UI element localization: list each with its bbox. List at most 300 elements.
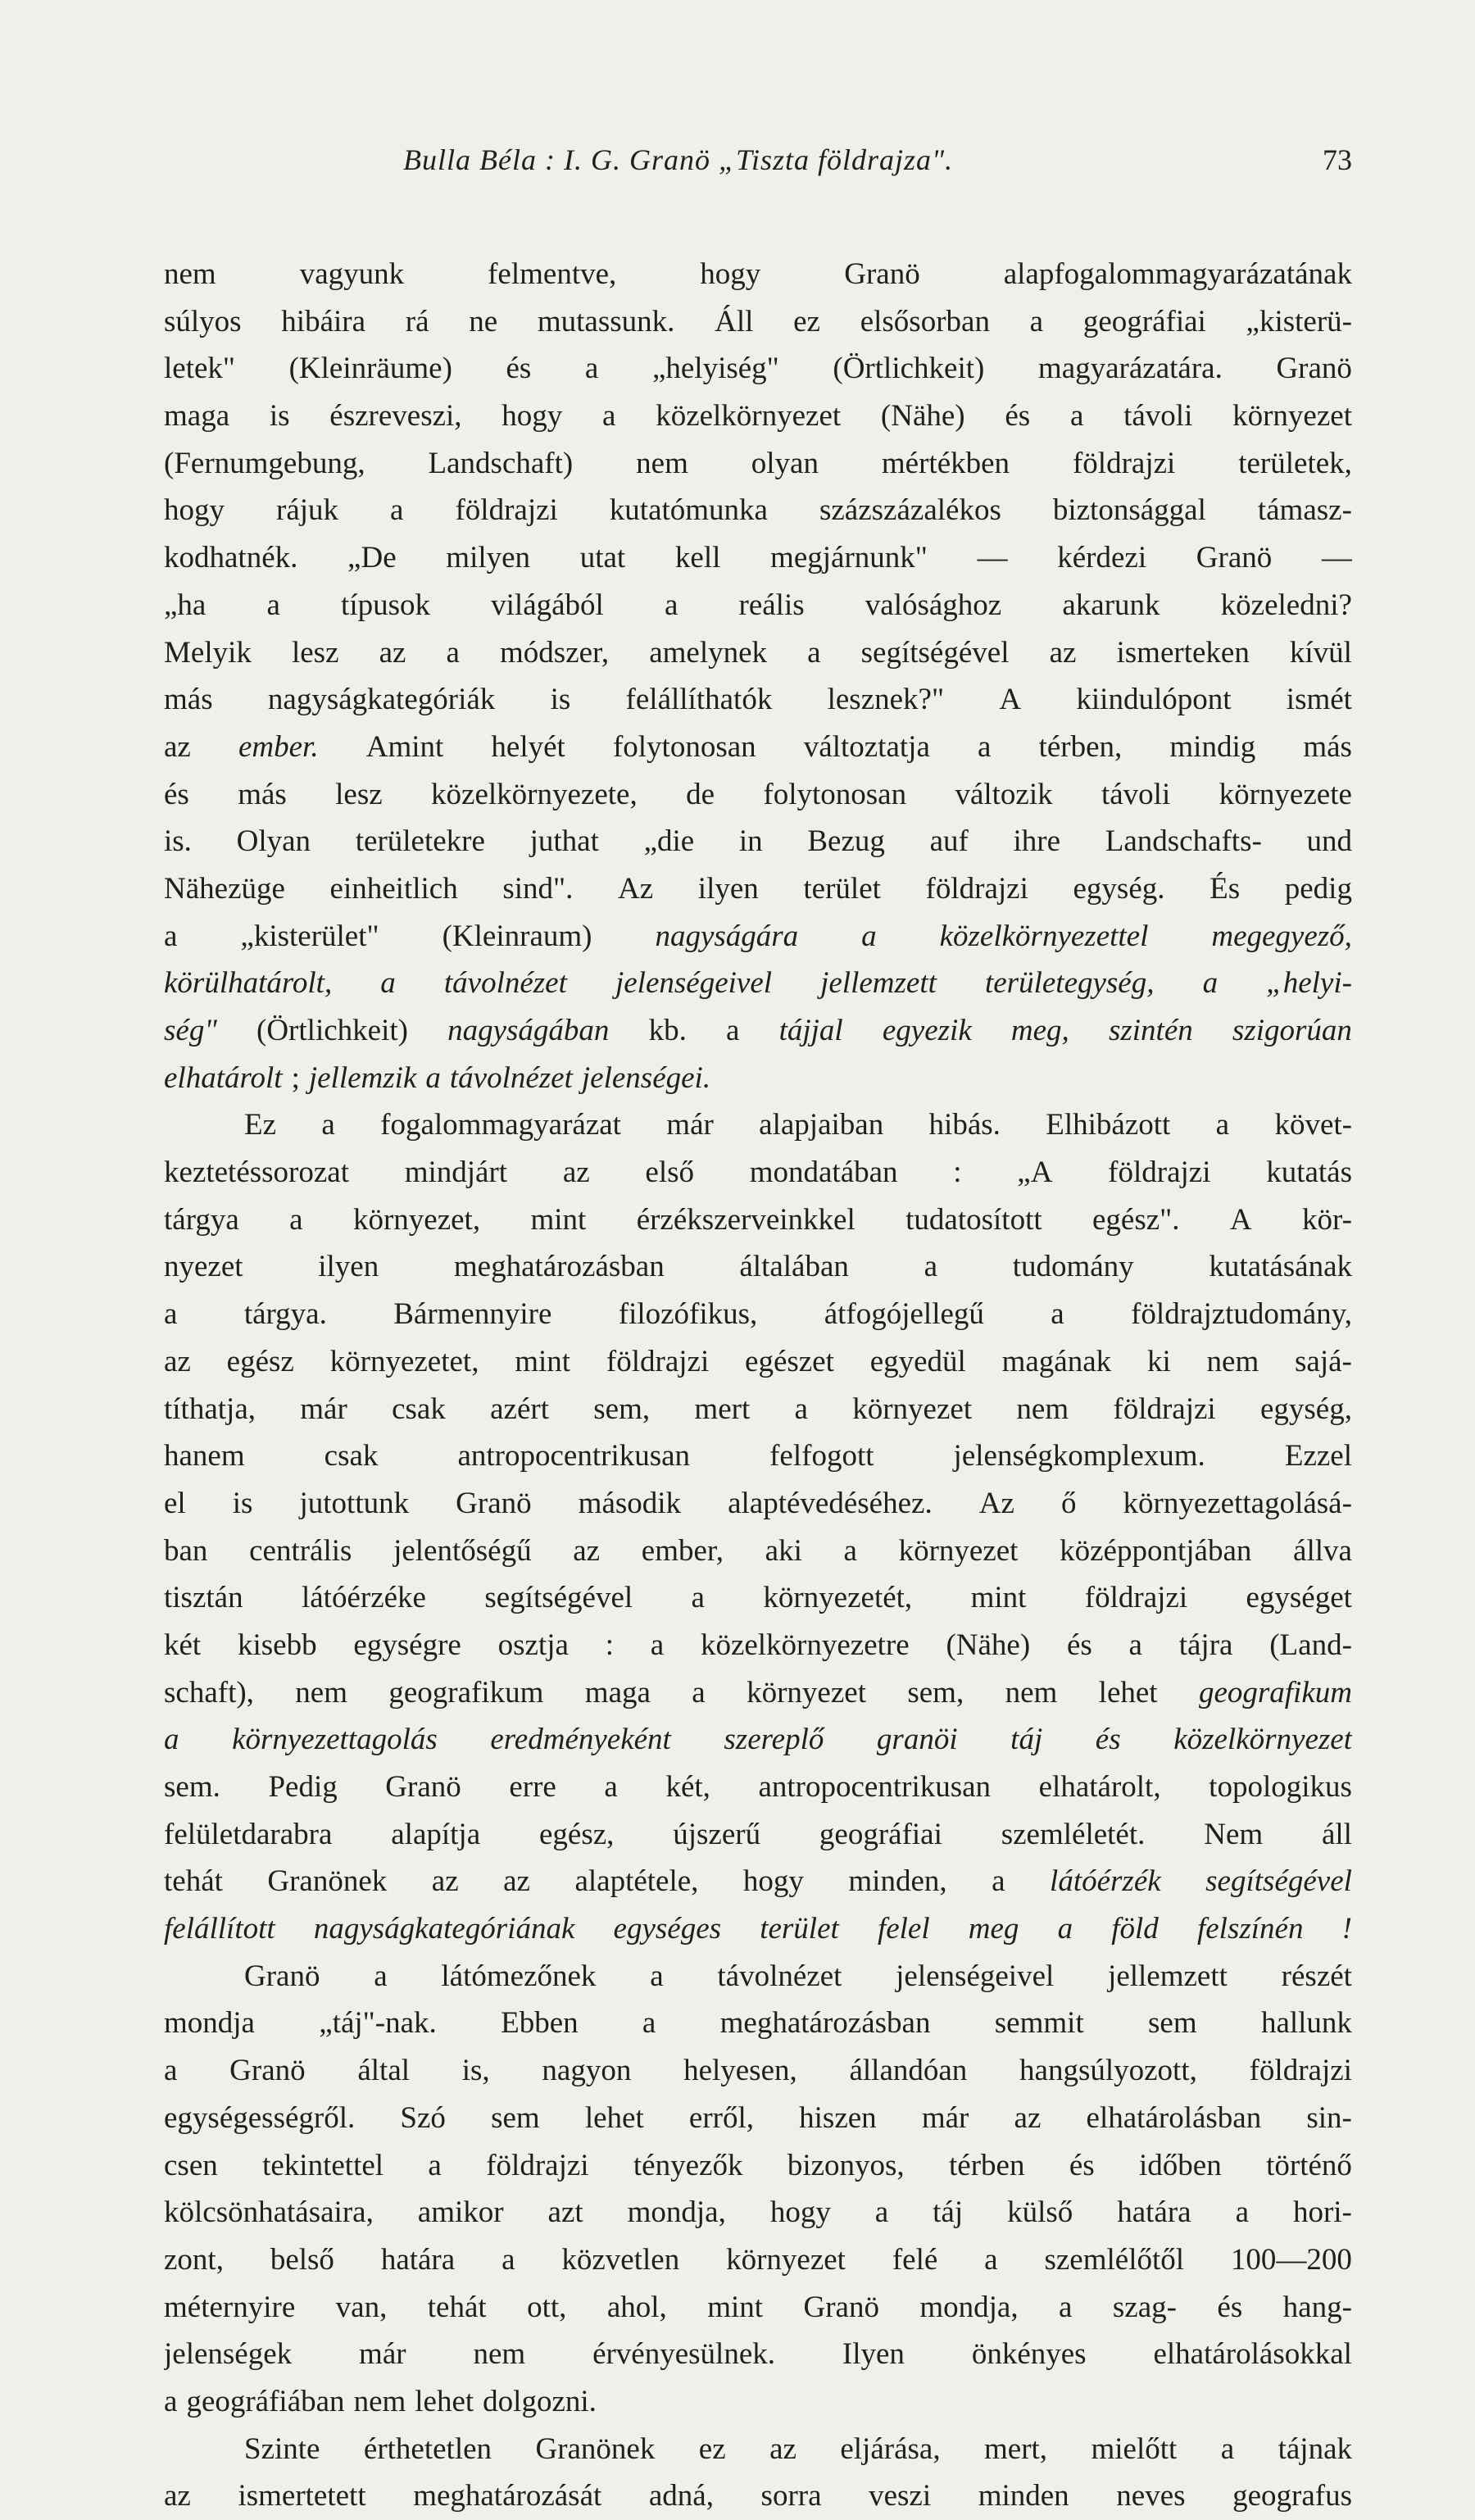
word: „die [643,824,695,859]
text-line [164,1574,1352,1622]
word: Granö [803,2290,879,2324]
word: bizonyos, [787,2148,905,2182]
word: földrajzi [606,1344,710,1378]
word: kívül [1289,635,1352,670]
word: két, [665,1770,710,1804]
word: csak [392,1392,446,1426]
text-line [164,345,1352,393]
italic-word: körülhatárolt, [164,966,333,1001]
word: más [1303,729,1352,764]
word: távoli [1123,399,1193,434]
word: meghatározását [413,2479,602,2513]
word: a [164,2384,178,2418]
word: alaptétele, [574,1864,699,1899]
text-line [164,865,1352,913]
word: távolnézet [717,1959,842,1993]
text-line [164,1528,1352,1575]
italic-word: szereplő [724,1723,824,1757]
word: rá [405,304,429,338]
word: kör- [1302,1202,1352,1237]
italic-word: ség" [164,1014,217,1047]
text-line [164,1055,1352,1102]
word: Ilyen [842,2337,905,2372]
text-line [164,487,1352,534]
word: a [1029,304,1044,338]
word: a [502,2242,515,2277]
word: einheitlich [329,871,458,906]
word: állandóan [849,2054,968,2088]
word: „kisterület" [240,919,379,953]
word: (Fernumgebung, [164,446,365,480]
text-line [164,1433,1352,1480]
word: elhatárolásban [1086,2100,1262,2135]
word: mielőtt [1091,2431,1178,2466]
text-line [164,1291,1352,1338]
word: jellemzett [1108,1959,1228,1993]
page-number: 73 [1323,143,1352,176]
italic-word: tájjal [778,1014,843,1047]
word: mondja [164,2006,255,2041]
word: környezet, [352,1202,481,1237]
word: a [446,635,460,670]
text-line [164,1101,1352,1149]
word: A [1229,1202,1252,1237]
word: módszer, [500,635,610,670]
word: súlyos [164,304,242,338]
word: változtatja [803,729,930,764]
word: már [921,2100,969,2135]
word: tekintettel [262,2148,384,2182]
word: távoli [1101,777,1171,811]
word: fogalommagyarázat [380,1108,621,1142]
word: földrajzi [455,493,558,528]
italic-word: ember. [238,729,319,764]
word: és [1066,1628,1092,1662]
word: tárgya [164,1202,239,1237]
word: — [977,541,1008,575]
word: második [578,1486,682,1520]
text-line [164,251,1352,298]
text-line [164,913,1352,960]
word: a [794,1392,808,1426]
word: más [164,683,213,717]
word: tájra [1178,1628,1233,1662]
text-line [164,2000,1352,2047]
text-line [164,1338,1352,1386]
word: időben [1139,2148,1222,2182]
italic-word: a [425,1060,441,1095]
text-line [164,2047,1352,2095]
word: is [550,683,571,717]
text-line [164,2331,1352,2378]
text-line [164,2142,1352,2190]
word: sind". [502,871,574,906]
word: jutottunk [299,1486,410,1520]
word: ; [291,1060,300,1095]
word: két [164,1628,202,1662]
word: a [374,1959,388,1993]
text-line [164,1622,1352,1669]
word: elhatárolt, [1038,1770,1161,1804]
word: hang- [1282,2290,1352,2324]
word: térben, [1038,729,1123,764]
word: közvetlen [561,2242,680,2277]
italic-word: a [1057,1912,1073,1946]
word: : [953,1156,962,1190]
word: nagyságkategóriák [267,683,496,717]
word: megjárnunk" [770,541,928,575]
italic-word: elhatárolt [164,1060,283,1095]
word: jelenségeivel [896,1959,1055,1993]
word: sajá- [1295,1344,1352,1378]
word: mondatában [749,1156,898,1190]
word: minden, [848,1864,947,1899]
italic-word: egyezik [882,1014,972,1047]
word: nagyon [542,2054,632,2088]
word: Szinte [244,2431,320,2466]
word: is [232,1486,253,1520]
word: környezete [1219,777,1352,811]
word: lesznek?" [827,683,945,717]
word: környezetét, [763,1581,913,1615]
word: által [357,2054,411,2088]
word: ban [164,1533,208,1568]
word: egészet [745,1344,834,1378]
word: alapjaiban [759,1108,884,1142]
word: a [807,635,821,670]
word: külső [1007,2195,1073,2230]
word: kiindulópont [1076,683,1232,717]
word: támasz- [1257,493,1352,528]
text-line [164,2472,1352,2520]
word: sem [491,2100,540,2135]
italic-word: szintén [1108,1014,1193,1047]
word: a [650,1959,664,1993]
italic-word: jellemzett [820,966,937,1001]
word: adná, [648,2479,714,2513]
word: pedig [1284,871,1352,906]
text-line [164,393,1352,440]
word: közelkörnyezet [656,399,842,434]
word: hogy [700,257,761,291]
word: segítségével [860,635,1010,670]
text-line [164,1196,1352,1244]
word: geográfiai [819,1817,942,1851]
word: filozófikus, [618,1297,758,1332]
word: típusok [341,588,431,622]
word: hanem [164,1439,245,1473]
word: a [164,919,178,953]
body-text [164,251,1352,2520]
word: részét [1281,1959,1352,1993]
word: geográfiában [186,2384,345,2418]
word: A [999,683,1022,717]
word: van, [335,2290,388,2324]
word: földrajzi [925,871,1028,906]
word: hiszen [799,2100,877,2135]
word: az [769,2431,796,2466]
word: földrajzi [1108,1156,1211,1190]
word: egész [226,1344,294,1378]
word: hibás. [928,1108,1001,1142]
word: a [428,2148,442,2182]
word: hogy [769,2195,831,2230]
word: felületdarabra [164,1817,333,1851]
word: tájnak [1278,2431,1352,2466]
italic-word: a [380,966,396,1001]
word: egységet [1246,1581,1352,1615]
word: aki [765,1533,802,1568]
word: auf [929,824,969,859]
text-line [164,440,1352,488]
word: első [645,1156,694,1190]
word: és [1069,2148,1095,2182]
word: lesz [291,635,339,670]
word: hogy [742,1864,804,1899]
word: határa [380,2242,456,2277]
word: Bezug [807,824,885,859]
word: a [289,1202,303,1237]
word: ki [1146,1344,1171,1378]
word: „helyiség" [651,352,779,386]
word: Granönek [535,2431,656,2466]
word: a [1059,2290,1073,2324]
word: ilyen [697,871,759,906]
word: követ- [1274,1108,1352,1142]
word: a [664,588,678,622]
word: földrajzi [1113,1392,1216,1426]
word: osztja [497,1628,569,1662]
word: mindig [1169,729,1256,764]
word: sem. [164,1770,220,1804]
text-line [164,2095,1352,2142]
word: önkényes [971,2337,1087,2372]
word: alapítja [391,1817,481,1851]
word: „kisterü- [1246,304,1352,338]
word: a [984,2242,998,2277]
word: mondja, [627,2195,726,2230]
word: környezetet, [329,1344,479,1378]
word: felmentve, [488,257,617,291]
word: lehet [584,2100,644,2135]
word: környezet [852,1392,973,1426]
word: térben [949,2148,1025,2182]
text-line [164,1905,1352,1953]
italic-word: granöi [876,1723,958,1757]
word: környezet [1232,399,1352,434]
word: a [992,1864,1005,1899]
italic-word: táj [1010,1723,1043,1757]
word: Ebben [501,2006,579,2041]
word: már [666,1108,714,1142]
word: ott, [527,2290,567,2324]
word: geografus [1232,2479,1352,2513]
italic-word: a [164,1723,179,1757]
word: Ez [244,1108,277,1142]
word: reális [738,588,805,622]
word: százszázalékos [819,493,1001,528]
word: ez [698,2431,726,2466]
word: kölcsönhatásaira, [164,2195,374,2230]
text-line [164,1007,1352,1055]
word: Nähezüge [164,871,285,906]
word: egyedül [869,1344,966,1378]
word: közeledni? [1220,588,1352,622]
word: a [650,1628,665,1662]
word: (Örtlichkeit) [833,352,985,386]
word: biztonsággal [1052,493,1206,528]
word: és [1217,2290,1243,2324]
word: dolgozni. [483,2384,597,2418]
italic-word: segítségével [1205,1864,1352,1899]
word: sin- [1306,2100,1352,2135]
word: kb. [648,1014,687,1047]
word: is, [461,2054,490,2088]
text-line [164,2236,1352,2284]
word: Bármennyire [393,1297,552,1332]
word: és [1005,399,1031,434]
word: nyezet [164,1250,243,1284]
word: el [164,1486,186,1520]
word: ihre [1013,824,1061,859]
word: valósághoz [865,588,1002,622]
word: antropocentrikusan [457,1439,691,1473]
word: akarunk [1062,588,1160,622]
word: Nem [1204,1817,1264,1851]
word: az [164,1344,191,1378]
text-line [164,1716,1352,1764]
italic-word: eredményeként [490,1723,671,1757]
word: Granönek [267,1864,388,1899]
word: méternyire [164,2290,296,2324]
italic-word: és [1095,1723,1121,1757]
word: semmit [994,2006,1084,2041]
word: földrajzi [486,2148,589,2182]
word: sem, [593,1392,651,1426]
word: belső [270,2242,334,2277]
text-line [164,1858,1352,1905]
word: nem [295,1675,347,1710]
word: folytonosan [763,777,907,811]
text-line [164,1480,1352,1528]
word: alapfogalommagyarázatának [1003,257,1352,291]
word: jelenségkomplexum. [953,1439,1205,1473]
word: topologikus [1209,1770,1352,1804]
word: Landschaft) [428,446,574,480]
italic-word: látóérzék [1050,1864,1161,1899]
word: rájuk [276,493,339,528]
word: hangsúlyozott, [1019,2054,1197,2088]
text-line [164,724,1352,771]
word: erre [509,1770,556,1804]
word: folytonosan [612,729,756,764]
word: Elhibázott [1046,1108,1171,1142]
word: a [1220,2431,1235,2466]
word: a [843,1533,857,1568]
italic-word: távolnézet [443,966,567,1001]
word: az [164,2479,191,2513]
word: nem [473,2337,526,2372]
word: ember, [641,1533,724,1568]
word: Granö [456,1486,532,1520]
word: lehet [415,2384,474,2418]
word: Granö [385,1770,461,1804]
word: keztetéssorozat [164,1156,349,1190]
word: mint [515,1344,571,1378]
word: amikor [417,2195,504,2230]
text-line [164,1953,1352,2000]
italic-word: a [1202,966,1219,1001]
word: ilyen [318,1250,379,1284]
word: mert, [984,2431,1048,2466]
word: sem [1148,2006,1197,2041]
word: felfogott [769,1439,874,1473]
word: Landschafts- [1105,824,1262,859]
word: a [726,1014,740,1047]
word: a [584,352,599,386]
word: felállíthatók [625,683,773,717]
italic-word: meg, [1010,1014,1069,1047]
word: a [1051,1297,1064,1332]
word: újszerű [673,1817,761,1851]
word: (Örtlichkeit) [256,1014,408,1047]
text-line [164,1386,1352,1433]
word: mutassunk. [537,304,675,338]
word: felé [892,2242,938,2277]
italic-word: nagyságkategóriának [313,1912,575,1946]
word: sorra [760,2479,822,2513]
word: tehát [164,1864,223,1899]
word: jelentőségű [393,1533,532,1568]
word: már [300,1392,347,1426]
word: átfogójellegű [824,1297,984,1332]
word: egység. [1073,871,1165,906]
word: a [164,2054,178,2088]
italic-word: távolnézet [449,1060,573,1095]
word: maga [584,1675,651,1710]
word: meghatározásban [453,1250,665,1284]
word: Granö [1276,352,1352,386]
word: az [503,1864,530,1899]
word: (Kleinraum) [442,919,592,953]
word: kell [674,541,721,575]
text-line [164,1764,1352,1811]
word: magyarázatára. [1037,352,1223,386]
running-title: Bulla Béla : I. G. Granö „Tiszta földrajza". [403,143,954,176]
word: kutatásának [1209,1250,1352,1284]
word: a [874,2195,889,2230]
word: érvényesülnek. [592,2337,776,2372]
word: a [390,493,404,528]
word: érthetetlen [363,2431,492,2466]
word: állva [1293,1533,1352,1568]
word: nem [164,257,216,291]
text-line [164,771,1352,819]
word: utat [579,541,626,575]
word: a [266,588,280,622]
word: a [602,399,616,434]
word: kodhatnék. [164,541,298,575]
word: a [1069,399,1084,434]
word: mindjárt [404,1156,508,1190]
italic-word: jelenségeivel [615,966,773,1001]
word: in [738,824,763,859]
word: földrajzi [1249,2054,1352,2088]
word: mondja, [919,2290,1019,2324]
word: : [605,1628,614,1662]
word: letek" [164,352,236,386]
word: Áll [715,304,754,338]
